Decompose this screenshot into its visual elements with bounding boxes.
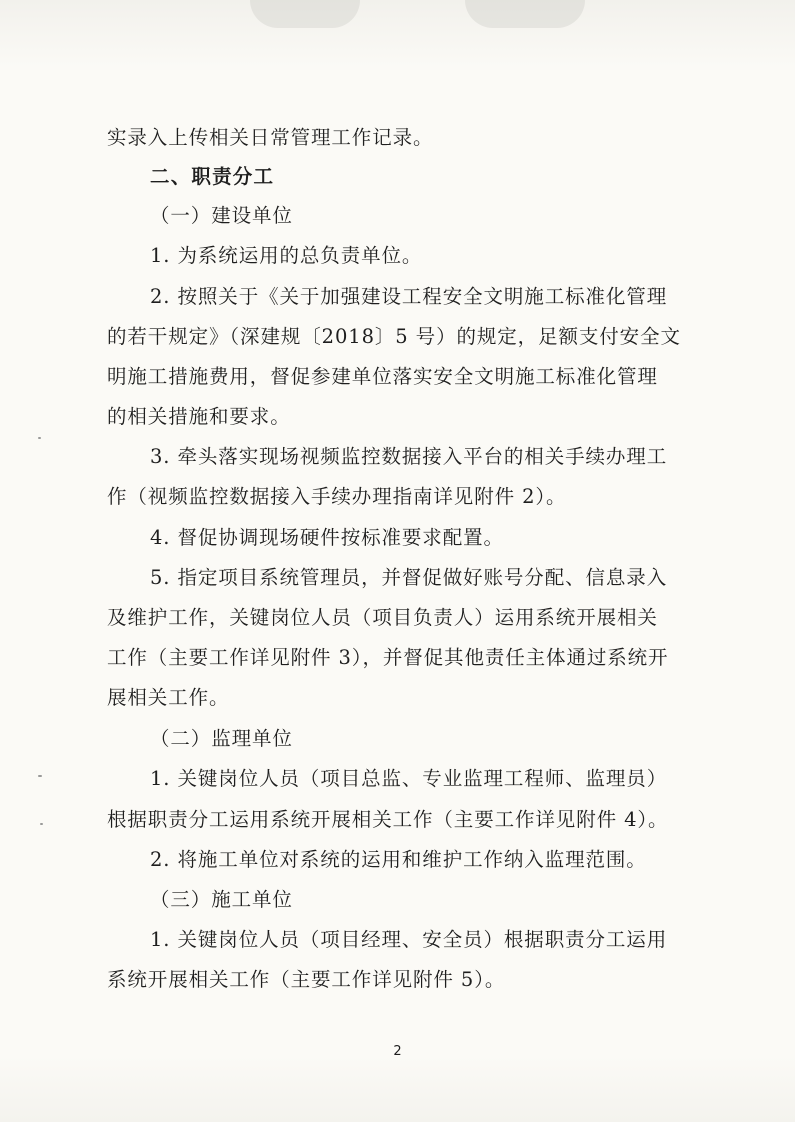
subsection-heading: （二）监理单位 xyxy=(150,727,293,750)
paragraph-line: 根据职责分工运用系统开展相关工作（主要工作详见附件 4）。 xyxy=(107,808,669,831)
paragraph-line: 的相关措施和要求。 xyxy=(107,405,291,428)
page-number: 2 xyxy=(393,1044,402,1059)
paragraph-line: 展相关工作。 xyxy=(107,686,230,709)
paragraph-line: 1. 关键岗位人员（项目经理、安全员）根据职责分工运用 xyxy=(150,928,668,951)
paragraph-line: 作（视频监控数据接入手续办理指南详见附件 2）。 xyxy=(107,485,567,508)
section-heading: 二、职责分工 xyxy=(150,165,275,188)
paragraph-line: 4. 督促协调现场硬件按标准要求配置。 xyxy=(150,526,504,549)
paragraph-line: 明施工措施费用，督促参建单位落实安全文明施工标准化管理 xyxy=(107,365,658,388)
paragraph-line: 及维护工作，关键岗位人员（项目负责人）运用系统开展相关 xyxy=(107,606,658,629)
scan-speck xyxy=(38,775,42,777)
bleed-through-mark xyxy=(465,0,585,28)
paragraph-line: 1. 关键岗位人员（项目总监、专业监理工程师、监理员） xyxy=(150,767,668,790)
scan-speck xyxy=(38,437,41,439)
paragraph-line: 工作（主要工作详见附件 3），并督促其他责任主体通过系统开 xyxy=(107,646,669,669)
paragraph-line: 1. 为系统运用的总负责单位。 xyxy=(150,244,423,267)
scan-speck xyxy=(40,823,43,825)
paragraph-line: 2. 按照关于《关于加强建设工程安全文明施工标准化管理 xyxy=(150,285,668,308)
bleed-through-mark xyxy=(250,0,360,28)
subsection-heading: （三）施工单位 xyxy=(150,888,293,911)
paragraph-line: 系统开展相关工作（主要工作详见附件 5）。 xyxy=(107,968,506,991)
paragraph-line: 实录入上传相关日常管理工作记录。 xyxy=(107,126,434,149)
paragraph-line: 2. 将施工单位对系统的运用和维护工作纳入监理范围。 xyxy=(150,848,647,871)
paragraph-line: 3. 牵头落实现场视频监控数据接入平台的相关手续办理工 xyxy=(150,445,668,468)
subsection-heading: （一）建设单位 xyxy=(150,204,293,227)
paragraph-line: 5. 指定项目系统管理员，并督促做好账号分配、信息录入 xyxy=(150,566,668,589)
paragraph-line: 的若干规定》（深建规〔2018〕5 号）的规定，足额支付安全文 xyxy=(107,325,681,348)
